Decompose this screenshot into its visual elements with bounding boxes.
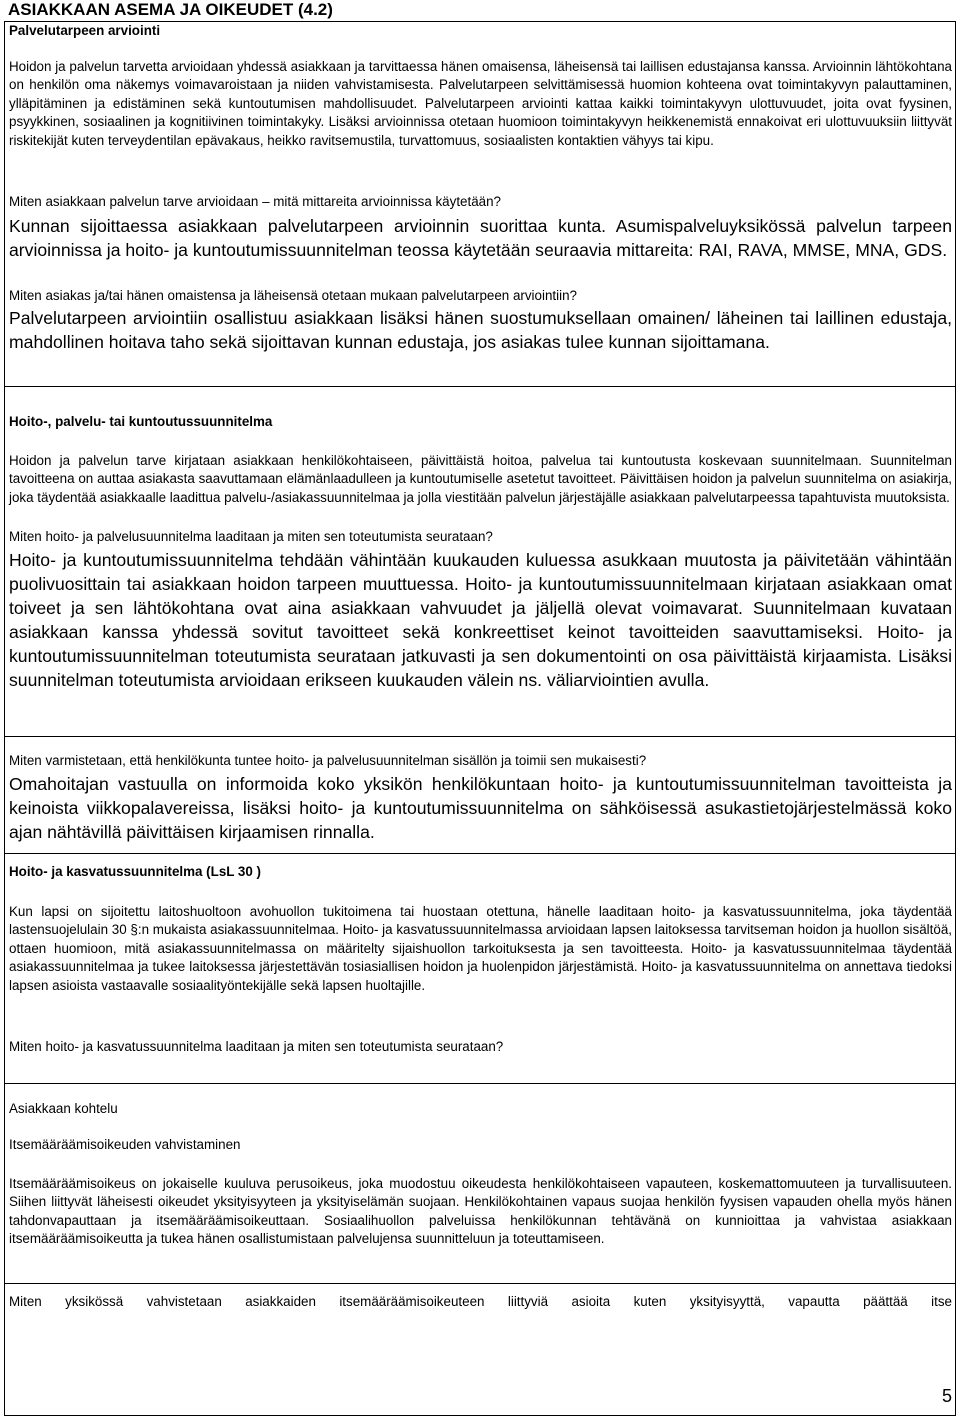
paragraph-assessment: Hoidon ja palvelun tarvetta arvioidaan yhdessä asiakkaan ja tarvittaessa hänen omaisensa, läheisensä tai laillisen edustajansa kanssa. Arvioinnin lähtökohtana on henkilön oma näkemys voimavaroistaan ja niiden vahvistamisesta. Palvelutarpeen selvittämisessä huomion kohteena ovat toimintakyvyn palauttaminen, ylläpitäminen ja edistäminen sekä kuntoutumisen mahdollisuudet. Palvelutarpeen arviointi kattaa kaikki toimintakyvyn ulottuvuudet, joita ovat fyysinen, psyykkinen, sosiaalinen ja kognitiivinen toimintakyky. Lisäksi arvioinnissa otetaan huomioon toimintakyvyn heikkenemistä ennakoivat eri ulottuvuuksiin liittyvät riskitekijät kuten terveydentilan epävakaus, heikko ravitsemustila, turvattomuus, sosiaalisten kontaktien vähyys tai kipu. bbox=[9, 59, 952, 148]
divider bbox=[4, 736, 956, 737]
divider bbox=[4, 853, 956, 854]
heading-self-determination: Itsemääräämisoikeuden vahvistaminen bbox=[9, 1137, 241, 1152]
answer-care-plan: Hoito- ja kuntoutumissuunnitelma tehdään vähintään kuukauden kuluessa asukkaan muutosta ja päivitetään vähintään puolivuosittain tai asiakkaan hoidon tarpeen muuttuessa. Hoito- ja kuntoutumissuunnitelmaan kirjataan asiakkaan omat toiveet ja sen lähtökohtana ovat aina asiakkaan vahvuudet ja jäljellä olevat voimavarat. Suunnitelmaan kuvataan asiakkaan kanssa yhdessä sovitut tavoitteet sekä konkreettiset keinot tavoitteiden saavuttamiseksi. Hoito- ja kuntoutumissuunnitelman toteutumista seurataan jatkuvasti ja sen dokumentointi on osa päivittäistä kirjaamista. Lisäksi suunnitelman toteutumista arvioidaan erikseen kuukauden välein ns. väliarviointien avulla. bbox=[9, 550, 952, 690]
question-self-determination: Miten yksikössä vahvistetaan asiakkaiden itsemääräämisoikeuteen liittyviä asioita kuten yksityisyyttä, vapautta päättää itse bbox=[9, 1294, 952, 1309]
heading-lsl-plan: Hoito- ja kasvatussuunnitelma (LsL 30 ) bbox=[9, 864, 262, 879]
paragraph-lsl-plan: Kun lapsi on sijoitettu laitoshuoltoon avohuollon tukitoimena tai huostaan otettuna, hänelle laaditaan hoito- ja kasvatussuunnitelma, joka täydentää lastensuojelulain 30 §:n mukaista asiakassuunnitelmaa. Hoito- ja kasvatussuunnitelmassa arvioidaan lapsen laitoksessa tarvitseman hoidon ja huollon sisältöä, ottaen huomioon, mitä asiakassuunnitelmassa on määritelty sijaishuollon tarkoituksesta ja sen tavoitteesta. Hoito- ja kasvatussuunnitelmaa täydentää asiakassuunnitelmaa ja tukee laitoksessa järjestettävän tosiasiallisen hoidon ja huolenpidon järjestämistä. Hoito- ja kasvatussuunnitelma on annettava tiedoksi lapsen asioista vastaavalle sosiaalityöntekijälle sekä lapsen huoltajille. bbox=[9, 904, 952, 993]
question-lsl-plan: Miten hoito- ja kasvatussuunnitelma laaditaan ja miten sen toteutumista seurataan? bbox=[9, 1039, 504, 1054]
question-care-plan: Miten hoito- ja palvelusuunnitelma laaditaan ja miten sen toteutumista seurataan? bbox=[9, 529, 493, 544]
question-assessment-metrics: Miten asiakkaan palvelun tarve arvioidaan – mitä mittareita arvioinnissa käytetään? bbox=[9, 194, 501, 209]
question-staff-awareness: Miten varmistetaan, että henkilökunta tuntee hoito- ja palvelusuunnitelman sisällön ja toimii sen mukaisesti? bbox=[9, 753, 647, 768]
answer-staff-awareness: Omahoitajan vastuulla on informoida koko yksikön henkilökuntaan hoito- ja kuntoutumissuunnitelman tavoitteista ja keinoista viikkopalavereissa, lisäksi hoito- ja kuntoutumissuunnitelma on sähköisessä asukastietojärjestelmässä koko ajan nähtävillä päivittäisen kirjaamisen rinnalla. bbox=[9, 774, 952, 842]
answer-assessment-metrics: Kunnan sijoittaessa asiakkaan palvelutarpeen arvioinnin suorittaa kunta. Asumispalveluyksikössä palvelun tarpeen arvioinnissa ja hoito- ja kuntoutumissuunnitelman teossa käytetään seuraavia mittareita: RAI, RAVA, MMSE, MNA, GDS. bbox=[9, 216, 952, 260]
question-family-involvement: Miten asiakas ja/tai hänen omaistensa ja läheisensä otetaan mukaan palvelutarpeen arviointiin? bbox=[9, 288, 577, 303]
divider bbox=[4, 1283, 956, 1284]
section-title: ASIAKKAAN ASEMA JA OIKEUDET (4.2) bbox=[8, 0, 333, 19]
answer-family-involvement: Palvelutarpeen arviointiin osallistuu asiakkaan lisäksi hänen suostumuksellaan omainen/ läheinen tai laillinen edustaja, mahdollinen hoitava taho sekä sijoittavan kunnan edustaja, jos asiakas tulee kunnan sijoittamana. bbox=[9, 308, 952, 352]
heading-palvelutarpeen-arviointi: Palvelutarpeen arviointi bbox=[9, 23, 161, 38]
paragraph-self-determination: Itsemääräämisoikeus on jokaiselle kuuluva perusoikeus, joka muodostuu oikeudesta henkilökohtaiseen vapauteen, koskemattomuuteen ja turvallisuuteen. Siihen liittyvät läheisesti oikeudet yksityisyyteen ja yksityiselämän suojaan. Henkilökohtainen vapaus suojaa henkilön fyysisen vapauden ohella myös hänen tahdonvapauttaan ja itsemääräämisoikeuttaan. Sosiaalihuollon palveluissa henkilökunnan tehtävänä on kunnioittaa ja vahvistaa asiakkaan itsemääräämisoikeutta ja tukea hänen osallistumistaan palvelujensa suunnitteluun ja toteuttamiseen. bbox=[9, 1176, 952, 1247]
paragraph-care-plan: Hoidon ja palvelun tarve kirjataan asiakkaan henkilökohtaiseen, päivittäistä hoitoa, palvelua tai kuntoutusta koskevaan suunnitelmaan. Suunnitelman tavoitteena on auttaa asiakasta saavuttamaan elämänlaadulleen ja kuntoutumiselle asetetut tavoitteet. Päivittäisen hoidon ja palvelun suunnitelma on asiakirja, joka täydentää asiakkaalle laadittua palvelu-/asiakassuunnitelmaa ja jolla viestitään palvelun järjestäjälle asiakkaan palvelutarpeessa tapahtuvista muutoksista. bbox=[9, 453, 952, 505]
heading-client-treatment: Asiakkaan kohtelu bbox=[9, 1101, 118, 1116]
page-number: 5 bbox=[941, 1386, 952, 1406]
heading-care-plan: Hoito-, palvelu- tai kuntoutussuunnitelma bbox=[9, 414, 273, 429]
divider bbox=[4, 386, 956, 387]
divider bbox=[4, 1083, 956, 1084]
